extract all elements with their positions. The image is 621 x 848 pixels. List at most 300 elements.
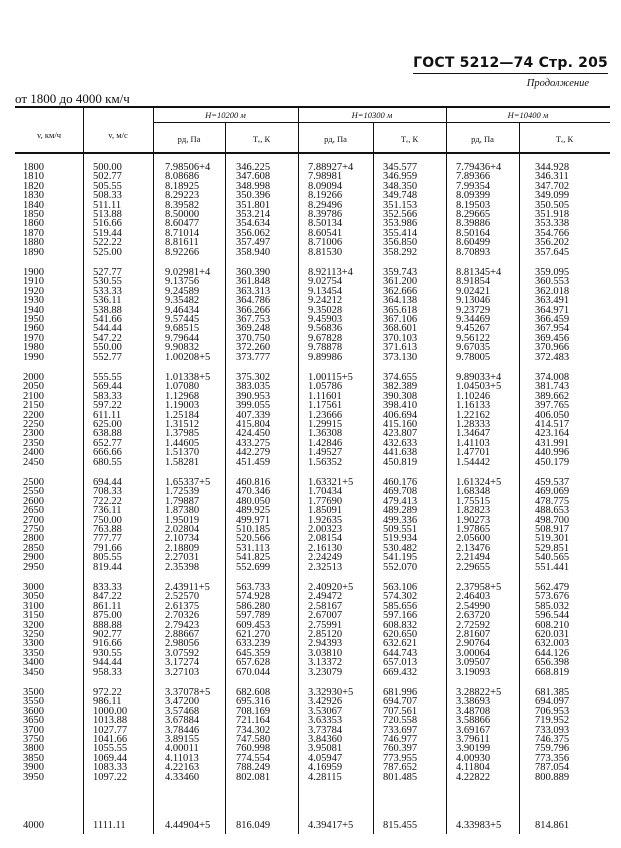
cell-pd-10300: 1.56352 [308,456,343,468]
cell-t-10200: 375.302 [236,372,271,383]
cell-pd-10300: 2.00323 [308,523,343,535]
cell-v-ms: 1013.88 [93,715,128,727]
cell-t-10200: 657.628 [236,657,271,669]
cell-pd-10300: 3.03810 [308,647,343,659]
cell-t-10300: 382.389 [383,381,418,393]
cell-v-ms: 538.88 [93,304,122,316]
cell-t-10200: 499.971 [236,514,271,526]
cell-t-10200: 363.313 [236,285,271,297]
cell-v-ms: 505.55 [93,180,122,192]
cell-t-10400: 351.918 [535,208,570,220]
cell-pd-10400: 9.45267 [456,323,491,335]
header-bottom-rule [15,152,610,154]
cell-v-kmh: 2100 [23,390,44,402]
cell-v-kmh: 3650 [23,715,44,727]
cell-v-ms: 1111.11 [93,820,126,831]
cell-t-10300: 509.551 [383,523,418,535]
cell-pd-10400: 2.81607 [456,628,491,640]
cell-pd-10200: 1.31512 [165,418,200,430]
cell-t-10300: 632.621 [383,638,418,650]
cell-t-10400: 469.069 [535,486,570,498]
cell-pd-10200: 4.33460 [165,771,200,783]
cell-t-10200: 399.055 [236,400,271,412]
cell-t-10300: 563.106 [383,582,418,593]
cell-pd-10200: 2.18809 [165,542,200,554]
cell-t-10300: 746.977 [383,733,418,745]
cell-t-10300: 371.613 [383,342,418,354]
cell-t-10400: 423.164 [535,428,570,440]
cell-pd-10400: 9.13046 [456,295,491,307]
cell-t-10400: 367.954 [535,323,570,335]
cell-v-kmh: 3450 [23,666,44,678]
cell-v-kmh: 3500 [23,687,44,698]
cell-t-10400: 359.095 [535,267,570,278]
cell-v-ms: 819.44 [93,561,122,573]
cell-pd-10200: 8.92266 [165,246,200,258]
cell-pd-10300: 1.23666 [308,409,343,421]
cell-v-ms: 544.44 [93,323,122,335]
cell-t-10200: 346.225 [236,162,271,173]
cell-pd-10400: 9.56122 [456,332,491,344]
cell-t-10400: 344.928 [535,162,570,173]
cell-t-10400: 397.765 [535,400,570,412]
cell-t-10300: 346.959 [383,171,418,183]
cell-pd-10200: 1.51370 [165,447,200,459]
cell-t-10300: 460.176 [383,477,418,488]
cell-t-10300: 370.103 [383,332,418,344]
cell-t-10200: 364.786 [236,295,271,307]
cell-pd-10200: 8.18925 [165,180,200,192]
cell-t-10200: 370.750 [236,332,271,344]
cell-v-ms: 750.00 [93,514,122,526]
cell-t-10200: 348.998 [236,180,271,192]
cell-pd-10200: 8.60477 [165,218,200,230]
cell-t-10200: 609.453 [236,619,271,631]
cell-v-ms: 1027.77 [93,724,128,736]
cell-v-ms: 1041.66 [93,733,128,745]
row-group [15,268,610,362]
cell-pd-10300: 2.58167 [308,600,343,612]
cell-pd-10200: 2.27031 [165,552,200,564]
cell-t-10200: 415.804 [236,418,271,430]
cell-t-10300: 760.397 [383,743,418,755]
cell-t-10300: 450.819 [383,456,418,468]
cell-pd-10300: 1.36308 [308,428,343,440]
cell-pd-10200: 1.19003 [165,400,200,412]
cell-t-10400: 719.952 [535,715,570,727]
cell-t-10400: 349.099 [535,190,570,202]
cell-t-10400: 656.398 [535,657,570,669]
cell-pd-10200: 1.01338+5 [165,372,211,383]
cell-t-10400: 596.544 [535,610,570,622]
cell-pd-10400: 4.33983+5 [456,820,502,831]
cell-v-kmh: 1980 [23,342,44,354]
cell-t-10200: 563.733 [236,582,271,593]
cell-v-kmh: 3100 [23,600,44,612]
cell-t-10300: 815.455 [383,820,418,831]
cell-pd-10400: 1.16133 [456,400,491,412]
cell-t-10300: 489.289 [383,505,418,517]
cell-t-10400: 406.050 [535,409,570,421]
cell-pd-10300: 8.50134 [308,218,343,230]
cell-pd-10400: 3.28822+5 [456,687,502,698]
row-group [15,373,610,467]
cell-t-10300: 359.743 [383,267,418,278]
cell-t-10300: 348.350 [383,180,418,192]
cell-v-kmh: 1830 [23,190,44,202]
cell-v-kmh: 2650 [23,505,44,517]
cell-v-ms: 611.11 [93,409,122,421]
cell-t-10400: 681.385 [535,687,570,698]
cell-pd-10300: 1.49527 [308,447,343,459]
cell-t-10200: 372.260 [236,342,271,354]
cell-v-ms: 902.77 [93,628,122,640]
cell-pd-10400: 8.09399 [456,190,491,202]
cell-pd-10300: 9.02754 [308,276,343,288]
cell-pd-10400: 1.75515 [456,495,491,507]
cell-t-10300: 733.697 [383,724,418,736]
cell-t-10300: 351.153 [383,199,418,211]
cell-v-kmh: 3050 [23,591,44,603]
cell-pd-10400: 1.54442 [456,456,491,468]
cell-v-ms: 1000.00 [93,705,128,717]
cell-t-10200: 383.035 [236,381,271,393]
data-table [15,106,610,836]
cell-t-10300: 669.432 [383,666,418,678]
cell-t-10400: 370.966 [535,342,570,354]
cell-pd-10200: 1.12968 [165,390,200,402]
cell-pd-10200: 4.11013 [165,752,199,764]
cell-v-ms: 833.33 [93,582,122,593]
cell-pd-10200: 2.43911+5 [165,582,210,593]
table-row [15,353,610,362]
cell-pd-10400: 1.61324+5 [456,477,502,488]
cell-t-10200: 354.634 [236,218,271,230]
cell-pd-10400: 9.23729 [456,304,491,316]
cell-v-kmh: 1940 [23,304,44,316]
cell-t-10200: 373.777 [236,351,271,363]
cell-t-10200: 586.280 [236,600,271,612]
cell-pd-10400: 1.47701 [456,447,491,459]
cell-v-kmh: 3200 [23,619,44,631]
cell-v-ms: 513.88 [93,208,122,220]
cell-t-10400: 366.459 [535,313,570,325]
sub-header-pd-3: pд, Па [471,134,494,144]
cell-pd-10300: 8.19266 [308,190,343,202]
cell-v-kmh: 3000 [23,582,44,593]
cell-t-10300: 353.986 [383,218,418,230]
cell-v-ms: 519.44 [93,227,122,239]
table-row [15,668,610,677]
cell-t-10300: 361.200 [383,276,418,288]
cell-v-kmh: 2900 [23,552,44,564]
cell-v-ms: 638.88 [93,428,122,440]
row-group [15,821,610,830]
cell-v-kmh: 2850 [23,542,44,554]
cell-pd-10200: 3.17274 [165,657,200,669]
cell-pd-10300: 8.29496 [308,199,343,211]
cell-t-10300: 390.308 [383,390,418,402]
cell-v-ms: 552.77 [93,351,122,363]
cell-v-ms: 530.55 [93,276,122,288]
speed-range-caption: от 1800 до 4000 км/ч [15,91,130,106]
cell-pd-10200: 8.29223 [165,190,200,202]
cell-pd-10400: 2.21494 [456,552,491,564]
cell-t-10300: 644.743 [383,647,418,659]
cell-pd-10300: 2.67007 [308,610,343,622]
cell-pd-10200: 9.24589 [165,285,200,297]
cell-t-10400: 620.031 [535,628,570,640]
cell-t-10300: 469.708 [383,486,418,498]
cell-t-10400: 414.517 [535,418,570,430]
cell-pd-10200: 9.57445 [165,313,200,325]
cell-pd-10200: 2.10734 [165,533,200,545]
col-header-v-kmh: v, км/ч [36,130,62,140]
cell-v-kmh: 2200 [23,409,44,421]
cell-t-10200: 788.249 [236,762,271,774]
cell-t-10200: 347.608 [236,171,271,183]
cell-t-10400: 562.479 [535,582,570,593]
cell-v-ms: 861.11 [93,600,122,612]
cell-pd-10300: 2.94393 [308,638,343,650]
cell-pd-10400: 2.29655 [456,561,491,573]
cell-t-10400: 431.991 [535,437,570,449]
cell-pd-10200: 8.08686 [165,171,200,183]
sub-header-t-3: Tₑ, К [555,134,574,144]
cell-t-10400: 440.996 [535,447,570,459]
cell-t-10400: 706.953 [535,705,570,717]
cell-v-ms: 1069.44 [93,752,128,764]
cell-pd-10400: 4.22822 [456,771,491,783]
sub-header-t-2: Tₑ, К [400,134,419,144]
cell-v-kmh: 2800 [23,533,44,545]
cell-v-ms: 533.33 [93,285,122,297]
cell-pd-10200: 2.02804 [165,523,200,535]
cell-pd-10400: 7.89366 [456,171,491,183]
cell-t-10200: 552.699 [236,561,271,573]
cell-t-10300: 694.707 [383,696,418,708]
cell-pd-10200: 8.71014 [165,227,200,239]
cell-pd-10300: 3.63353 [308,715,343,727]
cell-pd-10300: 8.71006 [308,237,343,249]
cell-pd-10200: 9.35482 [165,295,200,307]
cell-t-10300: 345.577 [383,162,418,173]
cell-t-10400: 632.003 [535,638,570,650]
cell-pd-10200: 1.07080 [165,381,200,393]
cell-v-ms: 1083.33 [93,762,128,774]
cell-t-10200: 353.214 [236,208,271,220]
cell-pd-10200: 9.46434 [165,304,200,316]
cell-v-kmh: 1950 [23,313,44,325]
cell-v-kmh: 1990 [23,351,44,363]
cell-t-10400: 773.356 [535,752,570,764]
cell-v-kmh: 4000 [23,820,44,831]
cell-v-kmh: 1800 [23,162,44,173]
cell-t-10400: 608.210 [535,619,570,631]
cell-v-kmh: 3250 [23,628,44,640]
cell-pd-10200: 3.57468 [165,705,200,717]
cell-t-10200: 489.925 [236,505,271,517]
cell-v-kmh: 2150 [23,400,44,412]
cell-v-ms: 508.33 [93,190,122,202]
cell-pd-10400: 2.37958+5 [456,582,502,593]
cell-t-10300: 681.996 [383,687,418,698]
cell-pd-10400: 2.05600 [456,533,491,545]
cell-pd-10200: 1.00208+5 [165,351,211,363]
cell-pd-10400: 9.02421 [456,285,491,297]
cell-pd-10200: 4.00011 [165,743,199,755]
cell-pd-10300: 2.16130 [308,542,343,554]
cell-v-kmh: 2400 [23,447,44,459]
cell-t-10200: 442.279 [236,447,271,459]
cell-t-10300: 597.166 [383,610,418,622]
cell-pd-10300: 3.73784 [308,724,343,736]
cell-pd-10300: 9.67828 [308,332,343,344]
cell-t-10200: 361.848 [236,276,271,288]
cell-v-kmh: 3850 [23,752,44,764]
cell-pd-10200: 3.89155 [165,733,200,745]
cell-t-10400: 759.796 [535,743,570,755]
cell-pd-10400: 4.11804 [456,762,490,774]
cell-v-ms: 875.00 [93,610,122,622]
cell-pd-10300: 2.40920+5 [308,582,354,593]
cell-t-10200: 433.275 [236,437,271,449]
cell-pd-10200: 3.27103 [165,666,200,678]
cell-t-10200: 351.801 [236,199,271,211]
cell-t-10300: 373.130 [383,351,418,363]
cell-v-kmh: 3350 [23,647,44,659]
cell-v-ms: 527.77 [93,267,122,278]
cell-v-kmh: 1850 [23,208,44,220]
cell-v-ms: 972.22 [93,687,122,698]
cell-t-10200: 670.044 [236,666,271,678]
cell-pd-10300: 1.42846 [308,437,343,449]
cell-v-ms: 694.44 [93,477,122,488]
cell-pd-10200: 1.87380 [165,505,200,517]
cell-pd-10400: 9.67035 [456,342,491,354]
cell-pd-10200: 2.98056 [165,638,200,650]
cell-pd-10200: 2.79423 [165,619,200,631]
cell-t-10200: 760.998 [236,743,271,755]
cell-pd-10400: 1.10246 [456,390,491,402]
cell-t-10400: 478.775 [535,495,570,507]
cell-pd-10200: 8.50000 [165,208,200,220]
cell-pd-10200: 1.65337+5 [165,477,211,488]
cell-t-10300: 364.138 [383,295,418,307]
cell-t-10300: 620.650 [383,628,418,640]
cell-v-kmh: 3900 [23,762,44,774]
cell-v-kmh: 1810 [23,171,44,183]
cell-v-ms: 888.88 [93,619,122,631]
cell-v-kmh: 3750 [23,733,44,745]
cell-v-kmh: 1880 [23,237,44,249]
cell-pd-10200: 2.61375 [165,600,200,612]
cell-t-10300: 585.656 [383,600,418,612]
cell-pd-10300: 2.49472 [308,591,343,603]
cell-pd-10200: 7.98506+4 [165,162,211,173]
altitude-header-rule [153,122,610,123]
cell-t-10200: 350.396 [236,190,271,202]
sub-header-t-1: Tₑ, К [252,134,271,144]
cell-t-10200: 816.049 [236,820,271,831]
cell-pd-10200: 3.47200 [165,696,200,708]
cell-v-kmh: 1870 [23,227,44,239]
cell-v-kmh: 3150 [23,610,44,622]
cell-t-10200: 721.164 [236,715,271,727]
cell-v-ms: 541.66 [93,313,122,325]
cell-t-10300: 801.485 [383,771,418,783]
altitude-header-3: H=10400 м [507,110,549,120]
cell-pd-10200: 3.07592 [165,647,200,659]
cell-pd-10400: 8.19503 [456,199,491,211]
cell-pd-10300: 8.60541 [308,227,343,239]
cell-v-ms: 547.22 [93,332,122,344]
altitude-header-1: H=10200 м [205,110,246,120]
cell-v-kmh: 1960 [23,323,44,335]
cell-pd-10400: 7.99354 [456,180,491,192]
cell-t-10300: 406.694 [383,409,418,421]
cell-pd-10400: 3.19093 [456,666,491,678]
cell-t-10200: 531.113 [236,542,270,554]
cell-pd-10300: 9.78878 [308,342,343,354]
cell-pd-10200: 4.22163 [165,762,200,774]
cell-pd-10300: 1.11601 [308,390,342,402]
cell-v-ms: 502.77 [93,171,122,183]
cell-pd-10200: 9.68515 [165,323,200,335]
cell-v-kmh: 2750 [23,523,44,535]
cell-pd-10400: 2.63720 [456,610,491,622]
table-row [15,248,610,257]
cell-t-10400: 573.676 [535,591,570,603]
cell-v-kmh: 1900 [23,267,44,278]
cell-t-10400: 814.861 [535,820,570,831]
cell-pd-10300: 4.16959 [308,762,343,774]
cell-v-ms: 522.22 [93,237,122,249]
cell-pd-10200: 1.58281 [165,456,200,468]
cell-t-10300: 479.413 [383,495,418,507]
cell-pd-10300: 9.35028 [308,304,343,316]
cell-v-ms: 986.11 [93,696,122,708]
cell-t-10200: 747.580 [236,733,271,745]
cell-pd-10400: 2.13476 [456,542,491,554]
cell-v-kmh: 1840 [23,199,44,211]
cell-t-10400: 347.702 [535,180,570,192]
cell-v-kmh: 2000 [23,372,44,383]
cell-t-10300: 657.013 [383,657,418,669]
cell-t-10200: 390.953 [236,390,271,402]
cell-t-10200: 470.346 [236,486,271,498]
cell-pd-10300: 1.85091 [308,505,343,517]
cell-pd-10300: 9.56836 [308,323,343,335]
cell-pd-10200: 1.79887 [165,495,200,507]
cell-pd-10400: 3.90199 [456,743,491,755]
cell-t-10200: 358.940 [236,246,271,258]
cell-pd-10400: 3.48708 [456,705,491,717]
cell-v-kmh: 1920 [23,285,44,297]
cell-t-10200: 574.928 [236,591,271,603]
cell-t-10400: 363.491 [535,295,570,307]
cell-pd-10400: 1.68348 [456,486,491,498]
cell-t-10200: 695.316 [236,696,271,708]
cell-pd-10300: 1.17561 [308,400,343,412]
cell-v-kmh: 2250 [23,418,44,430]
cell-t-10300: 720.558 [383,715,418,727]
cell-pd-10200: 4.44904+5 [165,820,211,831]
cell-pd-10400: 8.70893 [456,246,491,258]
cell-t-10400: 498.700 [535,514,570,526]
cell-v-ms: 536.11 [93,295,122,307]
cell-t-10300: 608.832 [383,619,418,631]
